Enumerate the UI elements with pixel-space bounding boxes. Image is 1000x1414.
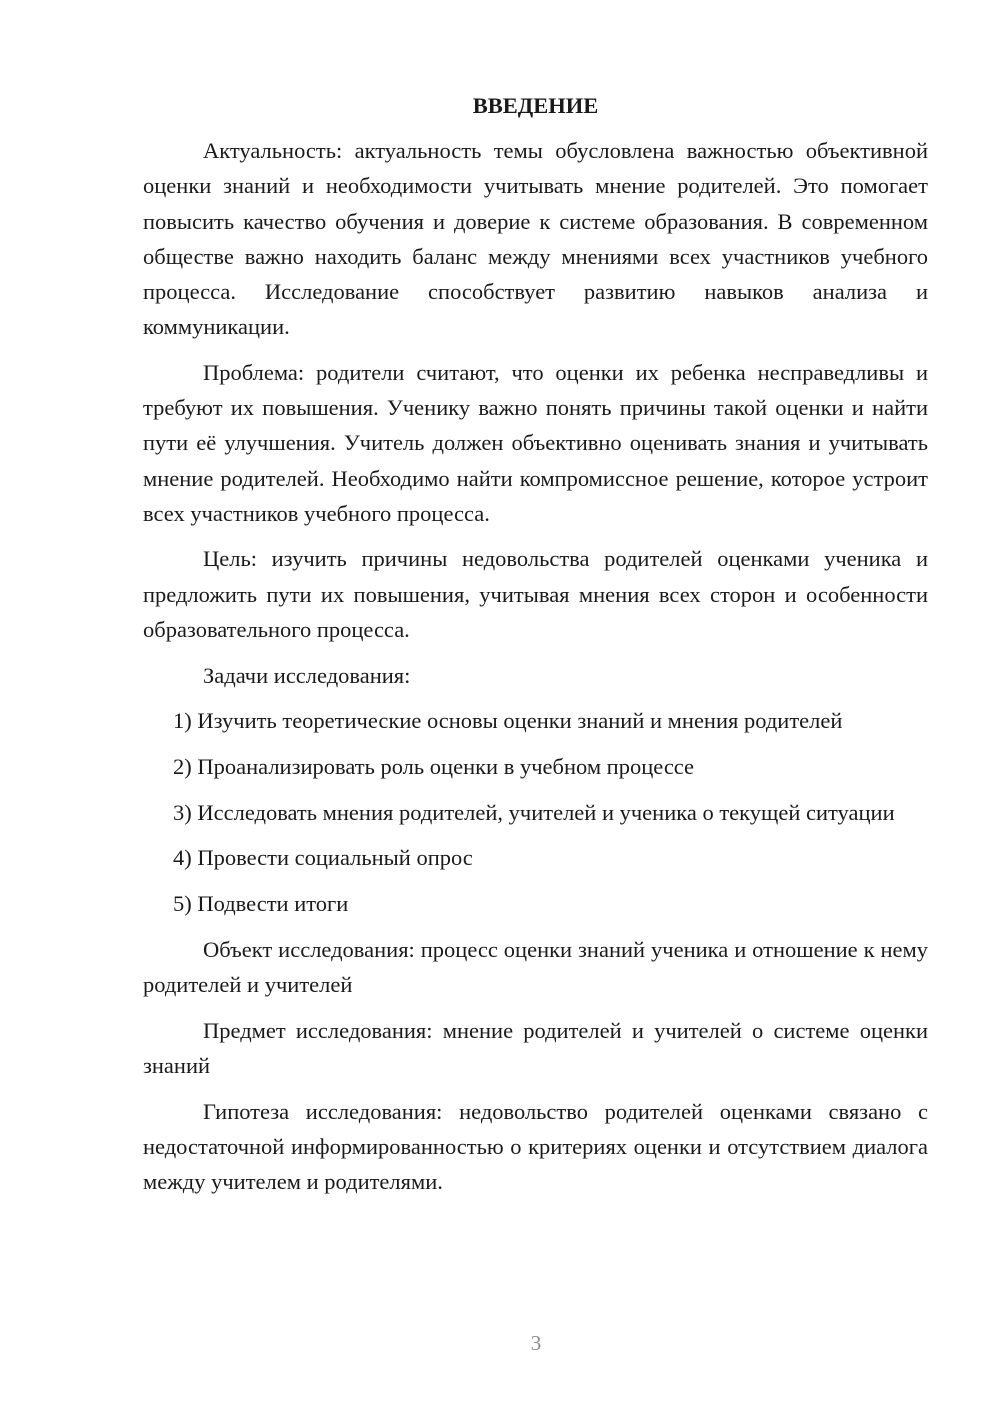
task-item-1: 1) Изучить теоретические основы оценки знаний и мнения родителей <box>173 708 843 734</box>
paragraph-problem: Проблема: родители считают, что оценки их ребенка несправедливы и требуют их повышения. Ученику важно понять причины такой оценки и найти пути её улучшения. Учитель должен объективно оценивать знания и учитывать мнение родителей. Необходимо найти компромиссное решение, которое устроит всех участников учебного процесса. <box>143 359 928 526</box>
paragraph-relevance: Актуальность: актуальность темы обусловлена важностью объективной оценки знаний и необходимости учитывать мнение родителей. Это помогает повысить качество обучения и доверие к системе образования. В современном обществе важно находить баланс между мнениями всех участников учебного процесса. Исследование способствует развитию навыков анализа и коммуникации. <box>143 138 928 340</box>
task-item-4: 4) Провести социальный опрос <box>173 845 473 871</box>
paragraph-goal: Цель: изучить причины недовольства родителей оценками ученика и предложить пути их повышения, учитывая мнения всех сторон и особенности образовательного процесса. <box>143 546 928 642</box>
page-number: 3 <box>530 1331 542 1355</box>
task-item-5: 5) Подвести итоги <box>173 891 349 917</box>
task-item-3: 3) Исследовать мнения родителей, учителей и ученика о текущей ситуации <box>173 799 895 825</box>
paragraph-object: Объект исследования: процесс оценки знаний ученика и отношение к нему родителей и учителей <box>143 936 928 997</box>
task-item-2: 2) Проанализировать роль оценки в учебном процессе <box>173 753 695 779</box>
paragraph-subject: Предмет исследования: мнение родителей и учителей о системе оценки знаний <box>143 1017 928 1078</box>
document-page <box>143 88 928 1210</box>
paragraph-hypothesis: Гипотеза исследования: недовольство родителей оценками связано с недостаточной информированностью о критериях оценки и отсутствием диалога между учителем и родителями. <box>143 1098 928 1194</box>
section-title: ВВЕДЕНИЕ <box>472 93 599 118</box>
tasks-heading: Задачи исследования: <box>203 662 411 688</box>
